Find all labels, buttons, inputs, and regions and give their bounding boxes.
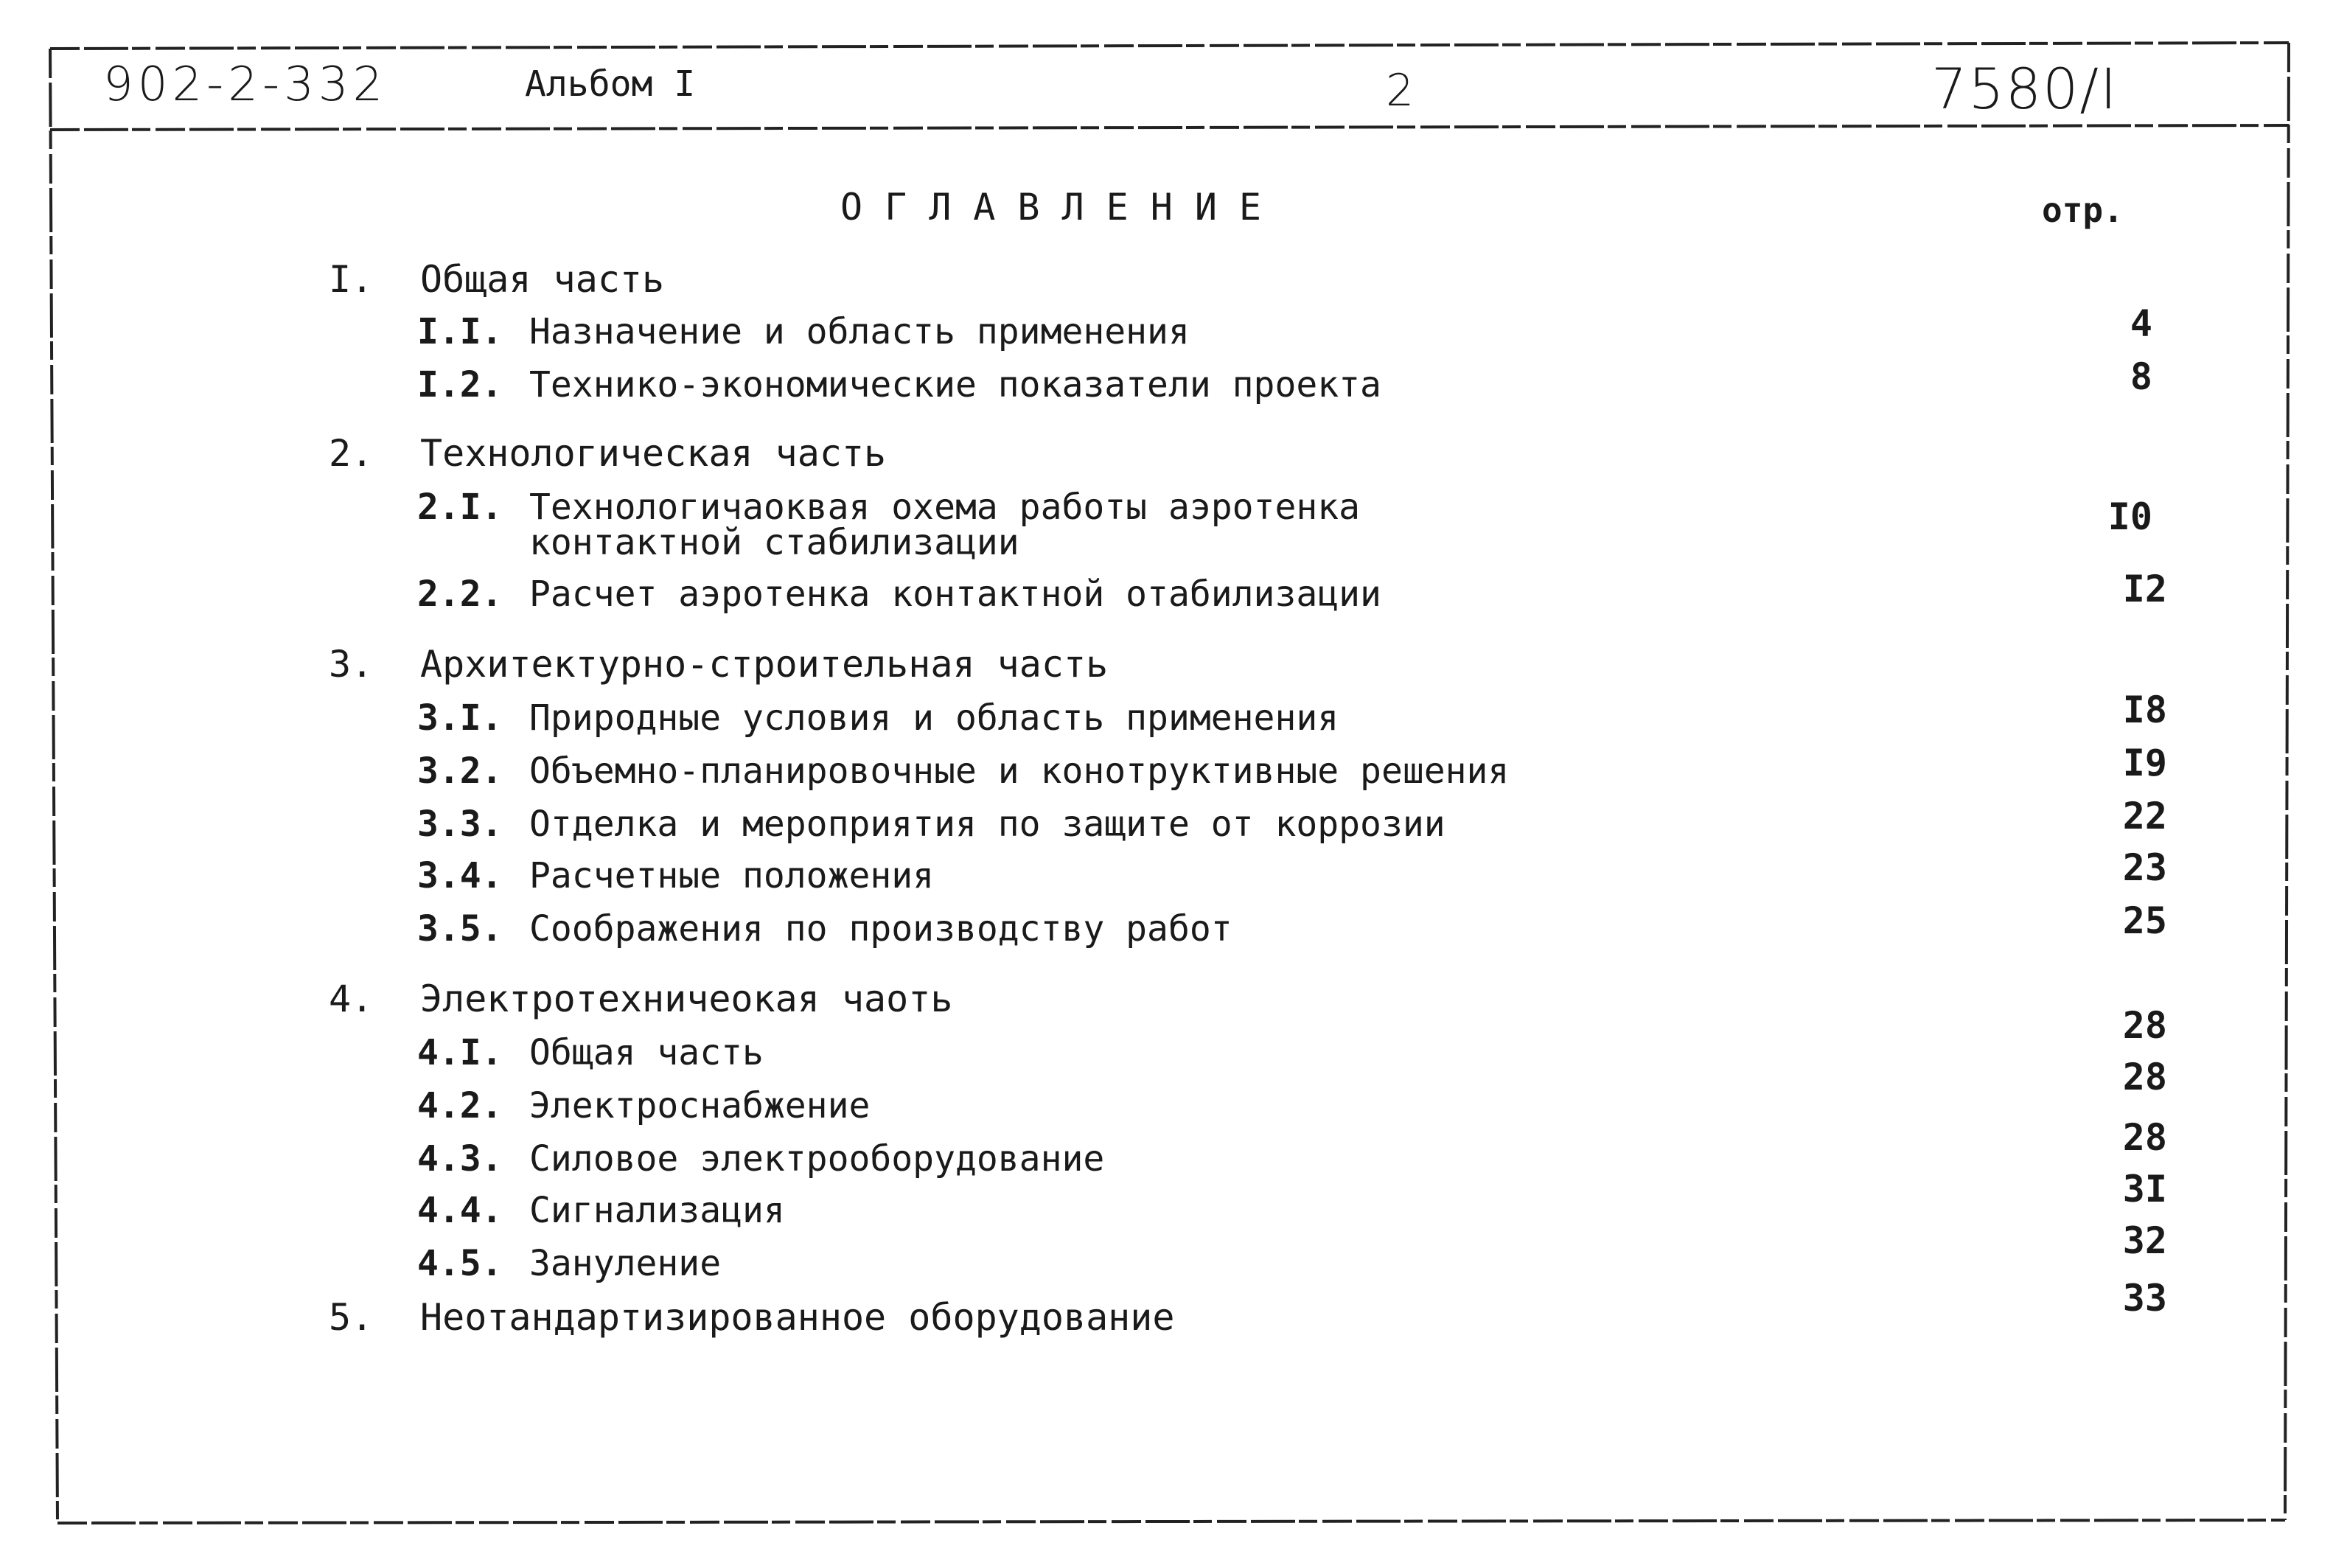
page-number: 33 <box>2122 1277 2167 1320</box>
section-number: 5. <box>329 1296 374 1339</box>
pages-column-header: отр. <box>2042 190 2124 230</box>
subsection-title: Расчетные положения <box>529 855 935 896</box>
subsection-title: Соображения по производству работ <box>529 908 1232 949</box>
subsection-title: Технико-экономические показатели проекта <box>529 364 1381 405</box>
document-code: 902-2-332 <box>103 58 388 112</box>
section-number: 3. <box>329 643 374 686</box>
page-number: 3I <box>2122 1168 2167 1210</box>
section-title: Архитектурно-строительная часть <box>420 643 1109 686</box>
subsection-title: Объемно-планировочные и конотруктивные решения <box>529 750 1510 792</box>
subsection-title: Силовое электрооборудование <box>529 1138 1105 1180</box>
subsection-number: 3.5. <box>417 908 503 949</box>
frame-top-line <box>50 43 2289 49</box>
subsection-title: Расчет аэротенка контактной отабилизации <box>529 574 1381 615</box>
page-number: I0 <box>2107 495 2152 538</box>
section-title: Неотандартизированное оборудование <box>420 1296 1175 1339</box>
subsection-number: 3.I. <box>417 697 503 739</box>
subsection-title: Назначение и область применения <box>529 311 1190 352</box>
subsection-number: 4.3. <box>417 1138 503 1180</box>
subsection-number: 3.4. <box>417 855 503 896</box>
page-number: 22 <box>2122 795 2167 837</box>
subsection-number: 2.I. <box>417 487 503 528</box>
section-number: 2. <box>329 432 374 475</box>
page-number: 25 <box>2122 899 2167 942</box>
inventory-number: 7580/I <box>1931 56 2118 122</box>
section-title: Общая часть <box>420 258 665 301</box>
subsection-number: 2.2. <box>417 574 503 615</box>
page-number: 28 <box>2122 1004 2167 1047</box>
subsection-number: I.I. <box>417 311 503 352</box>
subsection-number: 3.3. <box>417 804 503 845</box>
section-title: Технологическая часть <box>420 432 887 475</box>
subsection-title: Сигнализация <box>529 1190 785 1231</box>
subsection-number: I.2. <box>417 364 503 405</box>
page-number: I9 <box>2122 742 2167 784</box>
subsection-number: 4.I. <box>417 1032 503 1073</box>
subsection-title: Природные условия и область применения <box>529 697 1339 739</box>
toc-title: ОГЛАВЛЕНИЕ <box>840 186 1284 229</box>
subsection-title: Электроснабжение <box>529 1085 871 1126</box>
subsection-number: 4.5. <box>417 1243 503 1284</box>
subsection-number: 4.4. <box>417 1190 503 1231</box>
subsection-number: 4.2. <box>417 1085 503 1126</box>
section-number: I. <box>329 258 374 301</box>
page-number: 28 <box>2122 1116 2167 1159</box>
header-divider-line <box>50 125 2289 130</box>
section-number: 4. <box>329 978 374 1020</box>
page-number: 4 <box>2130 302 2152 345</box>
frame-right-line <box>2285 43 2289 1520</box>
subsection-title-continuation: контактной стабилизации <box>529 522 1019 563</box>
frame-left-line <box>50 49 57 1523</box>
page-number: I8 <box>2122 689 2167 731</box>
subsection-title: Технологичаоквая охема работы аэротенка <box>529 487 1361 528</box>
subsection-title: Зануление <box>529 1243 722 1284</box>
album-label: Альбом I <box>525 63 696 105</box>
frame-bottom-line <box>57 1520 2285 1523</box>
page-number: 8 <box>2130 355 2152 398</box>
subsection-title: Общая часть <box>529 1032 764 1073</box>
page-number: 28 <box>2122 1056 2167 1098</box>
page-number: 23 <box>2122 846 2167 889</box>
subsection-title: Отделка и мероприятия по защите от коррозии <box>529 804 1446 845</box>
page-number: I2 <box>2122 568 2167 610</box>
sheet-number: 2 <box>1386 65 1415 116</box>
subsection-number: 3.2. <box>417 750 503 792</box>
section-title: Электротехничеокая чаоть <box>420 978 953 1020</box>
page-number: 32 <box>2122 1219 2167 1262</box>
